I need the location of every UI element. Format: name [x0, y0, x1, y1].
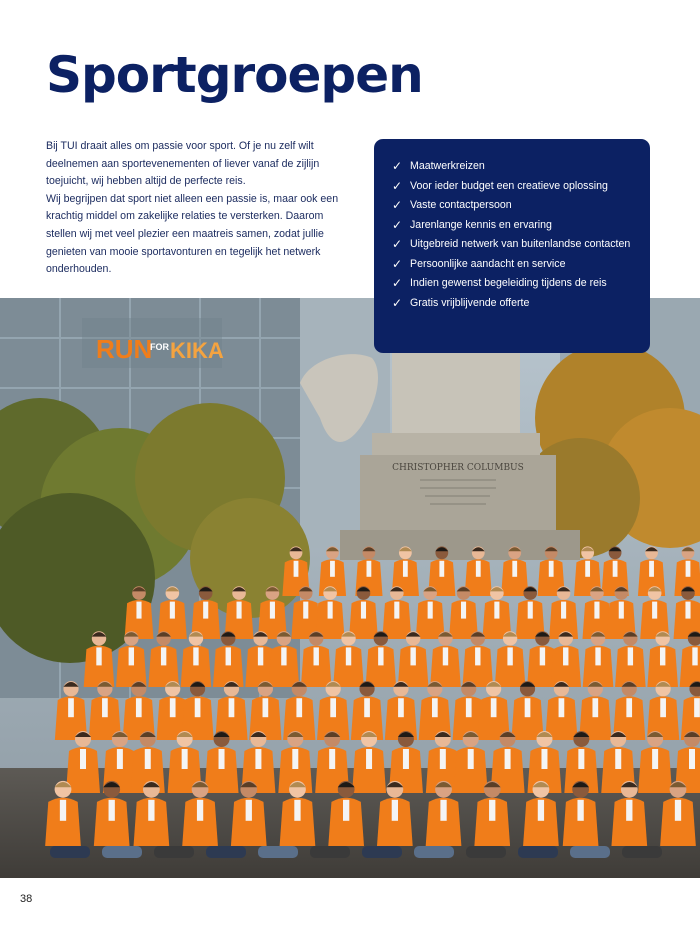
person-shirt [296, 698, 302, 717]
person-shirt [675, 800, 681, 821]
person-shirt [432, 698, 438, 717]
group-photo [0, 298, 700, 878]
person-shirt [592, 698, 598, 717]
sign-run-text: RUN [96, 334, 153, 364]
person-shirt [255, 749, 261, 769]
person-shirt [182, 749, 188, 769]
benefit-label: Indien gewenst begeleiding tijdens de reis [410, 277, 607, 289]
person-shirt [145, 749, 151, 769]
benefit-item [392, 216, 650, 236]
person-shirt [60, 800, 66, 821]
benefit-item [392, 196, 650, 216]
checkmark-icon: ✓ [392, 159, 403, 173]
person-shirt [343, 800, 349, 821]
person-shirt [541, 749, 547, 769]
person-shirt [398, 698, 404, 717]
benefit-label: Gratis vrijblijvende offerte [410, 296, 530, 309]
person-shirt [170, 698, 176, 717]
person-shirt [440, 749, 446, 769]
person-shirt [528, 602, 533, 619]
person-shirt [489, 800, 495, 821]
person-legs [414, 846, 454, 858]
person-shirt [392, 800, 398, 821]
person-shirt [330, 698, 336, 717]
person-shirt [660, 698, 666, 717]
person-shirt [148, 800, 154, 821]
person-shirt [428, 602, 433, 619]
person-shirt [258, 647, 263, 665]
person-shirt [686, 561, 691, 577]
person-shirt [692, 647, 697, 665]
person-shirt [476, 561, 481, 577]
benefits-list [374, 139, 650, 313]
person-shirt [328, 602, 333, 619]
person-legs [570, 846, 610, 858]
checkmark-icon: ✓ [392, 237, 403, 251]
person-shirt [549, 561, 554, 577]
person-shirt [161, 647, 166, 665]
person-shirt [102, 698, 108, 717]
person-shirt [410, 647, 415, 665]
person-shirt [203, 602, 208, 619]
person-shirt [68, 698, 74, 717]
person-shirt [226, 647, 231, 665]
person-shirt [330, 561, 335, 577]
person-shirt [440, 800, 446, 821]
person-shirt [652, 749, 658, 769]
person-shirt [615, 749, 621, 769]
person-shirt [129, 647, 134, 665]
person-shirt [378, 647, 383, 665]
intro-paragraph-1: Bij TUI draait alles om passie voor sport. Of je nu zelf wilt deelnemen aan sportevenementen of liever vanaf de zijlijn toejuicht, wij hebben altijd de perfecte reis. [46, 140, 320, 188]
person-shirt [475, 647, 480, 665]
benefit-label: Vaste contactpersoon [410, 199, 512, 211]
person-shirt [263, 698, 269, 717]
page-title: Sportgroepen [46, 46, 423, 104]
person-legs [362, 846, 402, 858]
group-photo-illustration [0, 298, 700, 878]
benefit-item [392, 294, 650, 314]
person-shirt [466, 698, 472, 717]
person-shirt [494, 602, 499, 619]
person-shirt [109, 800, 115, 821]
checkmark-icon: ✓ [392, 217, 403, 232]
person-shirt [540, 647, 545, 665]
sign-for-text: FOR [150, 342, 169, 352]
benefit-item [392, 235, 650, 255]
person-shirt [559, 698, 565, 717]
person-legs [50, 846, 90, 858]
person-shirt [561, 602, 566, 619]
person-shirt [364, 698, 370, 717]
benefit-item [392, 157, 650, 177]
intro-text [46, 138, 346, 279]
person-shirt [403, 561, 408, 577]
person-shirt [439, 561, 444, 577]
person-shirt [292, 749, 298, 769]
checkmark-icon: ✓ [392, 256, 403, 271]
person-shirt [219, 749, 225, 769]
person-shirt [170, 602, 175, 619]
person-shirt [193, 647, 198, 665]
person-shirt [577, 800, 583, 821]
checkmark-icon: ✓ [392, 295, 403, 310]
person-shirt [619, 602, 624, 619]
person-shirt [96, 647, 101, 665]
benefit-item [392, 274, 650, 294]
person-shirt [505, 749, 511, 769]
person-shirt [281, 647, 286, 665]
person-shirt [613, 561, 618, 577]
person-shirt [538, 800, 544, 821]
person-shirt [578, 749, 584, 769]
page-number: 38 [20, 893, 33, 905]
benefit-label: Maatwerkreizen [410, 160, 485, 172]
person-shirt [403, 749, 409, 769]
person-legs [206, 846, 246, 858]
person-shirt [594, 602, 599, 619]
intro-paragraph-2: Wij begrijpen dat sport niet alleen een passie is, maar ook een krachtig middel om zakelijke relaties te versterken. Daarom stellen wij met veel plezier een maatreis samen, zodat jullie genieten van mooie sportavonturen en tegelijk het netwerk onderhouden. [46, 192, 339, 276]
person-shirt [394, 602, 399, 619]
person-shirt [507, 647, 512, 665]
benefit-item [392, 255, 650, 275]
person-shirt [195, 698, 201, 717]
person-shirt [626, 698, 632, 717]
person-shirt [660, 647, 665, 665]
person-shirt [595, 647, 600, 665]
person-shirt [652, 602, 657, 619]
person-shirt [628, 647, 633, 665]
person-shirt [329, 749, 335, 769]
checkmark-icon: ✓ [392, 198, 403, 212]
person-shirt [694, 698, 700, 717]
sign-kika-text: KIKA [170, 338, 224, 363]
run-for-kika-sign [82, 318, 224, 368]
checkmark-icon: ✓ [392, 178, 403, 193]
person-shirt [237, 602, 242, 619]
person-shirt [361, 602, 366, 619]
person-shirt [314, 647, 319, 665]
person-shirt [136, 602, 141, 619]
person-shirt [294, 561, 299, 577]
person-shirt [525, 698, 531, 717]
benefit-label: Persoonlijke aandacht en service [410, 257, 566, 270]
person-shirt [649, 561, 654, 577]
person-shirt [367, 561, 372, 577]
person-shirt [366, 749, 372, 769]
person-legs [258, 846, 298, 858]
person-legs [466, 846, 506, 858]
person-shirt [491, 698, 497, 717]
benefits-box [374, 139, 650, 353]
benefit-item [392, 177, 650, 197]
person-legs [102, 846, 142, 858]
monument-inscription: CHRISTOPHER COLUMBUS [392, 463, 524, 473]
person-shirt [117, 749, 123, 769]
person-shirt [346, 647, 351, 665]
person-legs [154, 846, 194, 858]
person-shirt [563, 647, 568, 665]
person-shirt [512, 561, 517, 577]
person-shirt [270, 602, 275, 619]
checkmark-icon: ✓ [392, 276, 403, 290]
person-shirt [585, 561, 590, 577]
benefit-label: Jarenlange kennis en ervaring [410, 218, 552, 231]
person-shirt [246, 800, 252, 821]
person-shirt [197, 800, 203, 821]
person-shirt [685, 602, 690, 619]
person-shirt [443, 647, 448, 665]
person-legs [310, 846, 350, 858]
person-shirt [626, 800, 632, 821]
benefit-label: Uitgebreid netwerk van buitenlandse contacten [410, 238, 631, 250]
person-shirt [136, 698, 142, 717]
person-shirt [229, 698, 235, 717]
person-legs [518, 846, 558, 858]
person-shirt [689, 749, 695, 769]
benefit-label: Voor ieder budget een creatieve oplossing [410, 179, 608, 192]
person-shirt [461, 602, 466, 619]
person-shirt [80, 749, 86, 769]
person-legs [622, 846, 662, 858]
person-shirt [294, 800, 300, 821]
person-shirt [303, 602, 308, 619]
person-shirt [468, 749, 474, 769]
